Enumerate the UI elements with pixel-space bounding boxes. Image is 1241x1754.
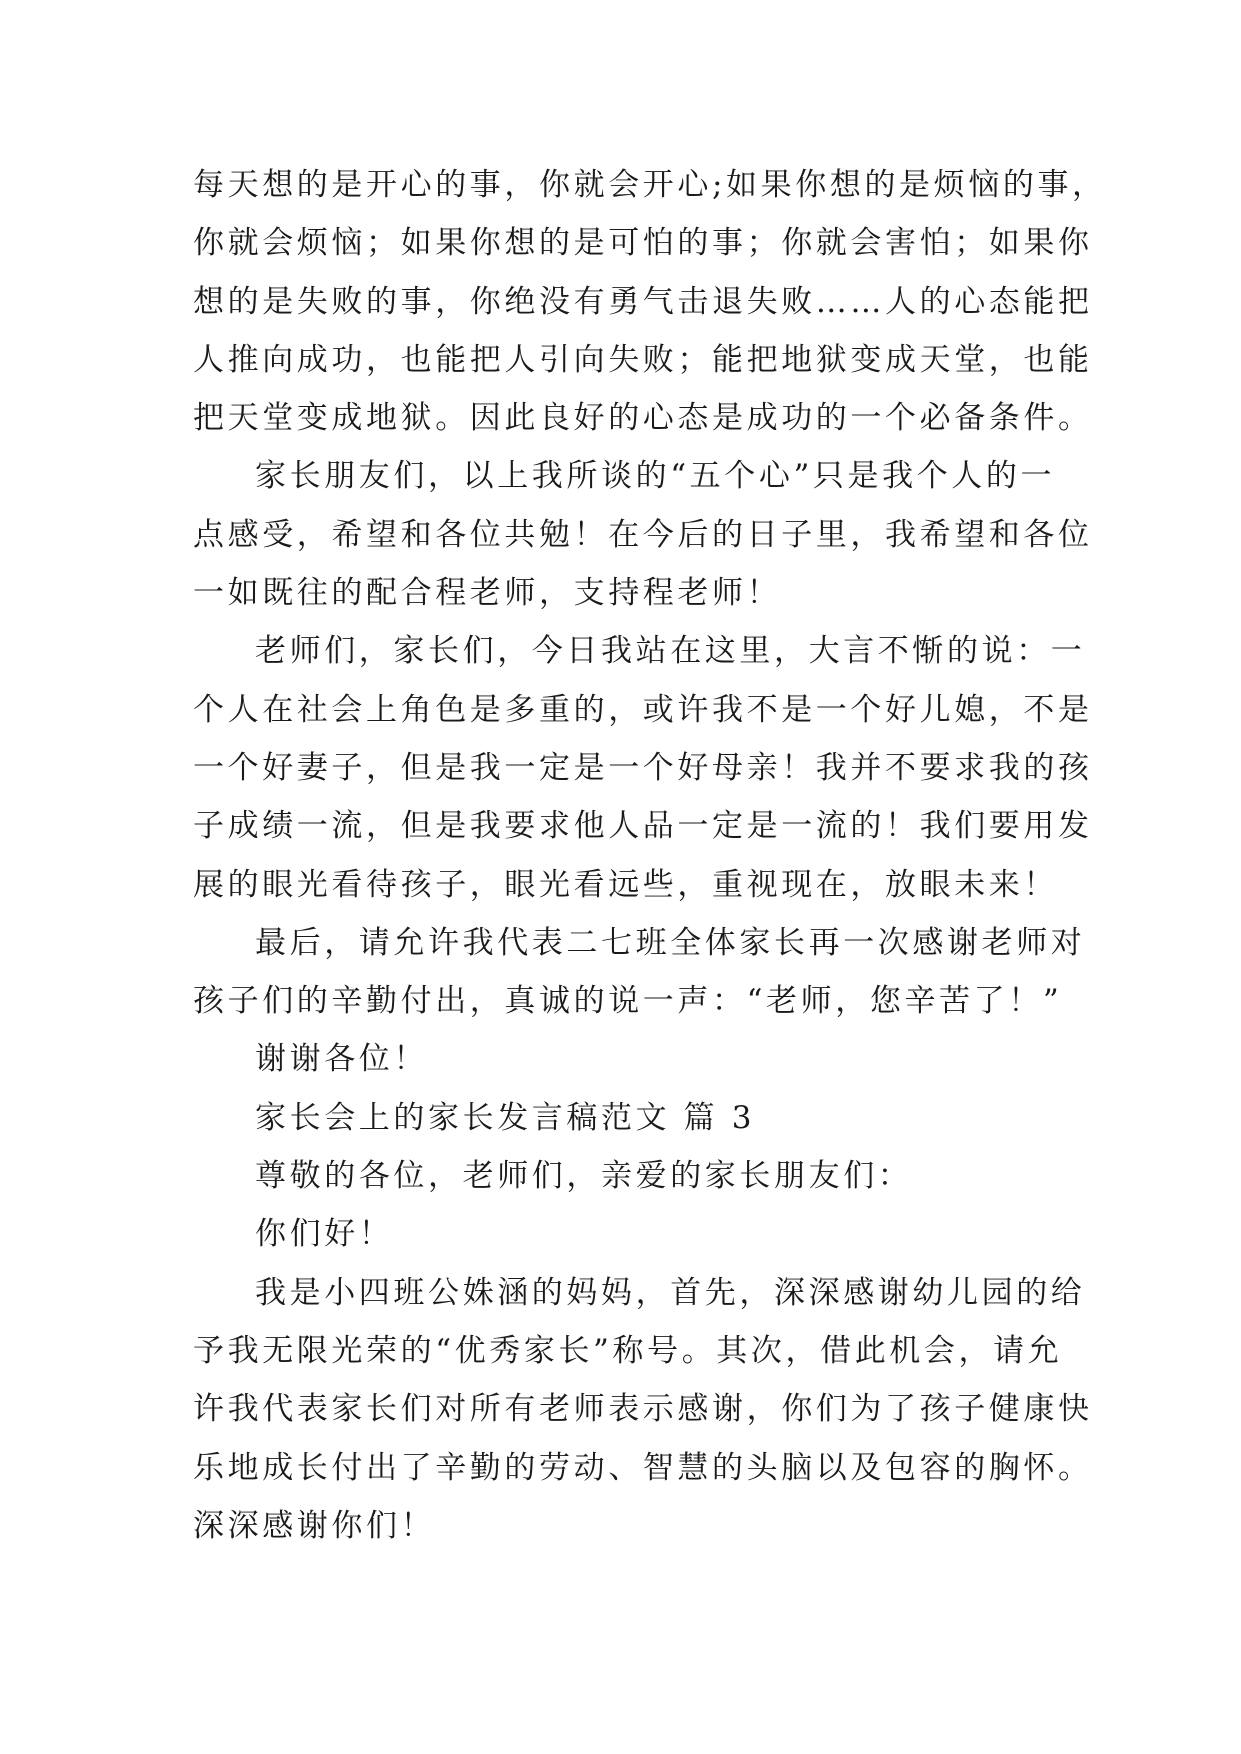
paragraph-thank-you (193, 1030, 1063, 1088)
text-line: 点感受，希望和各位共勉！在今后的日子里，我希望和各位 (193, 516, 1093, 553)
text-line: 人推向成功，也能把人引向失败；能把地狱变成天堂，也能 (193, 341, 1093, 378)
paragraph-mindset (193, 156, 1107, 447)
text-line: 你就会烦恼；如果你想的是可怕的事；你就会害怕；如果你 (193, 225, 1093, 262)
paragraph-salutation (193, 1147, 1063, 1205)
text-line: 把天堂变成地狱。因此良好的心态是成功的一个必备条件。 (193, 400, 1093, 437)
paragraph-introduction (193, 1264, 1093, 1555)
paragraph-thanks-teachers (193, 914, 1086, 1031)
text-line: 展的眼光看待孩子，眼光看远些，重视现在，放眼未来！ (193, 866, 1058, 903)
text-line: 每天想的是开心的事，你就会开心;如果你想的是烦恼的事， (193, 167, 1107, 203)
text-line: 一个好妻子，但是我一定是一个好母亲！我并不要求我的孩 (193, 749, 1093, 786)
section-heading (193, 1089, 1063, 1147)
section-title: 家长会上的家长发言稿范文 篇 3 (255, 1099, 756, 1136)
paragraph-five-hearts (193, 447, 1093, 622)
text-line: 家长朋友们，以上我所谈的“五个心”只是我个人的一 (255, 458, 1056, 495)
document-body (193, 156, 1107, 1555)
text-line: 孩子们的辛勤付出，真诚的说一声：“老师，您辛苦了！” (193, 983, 1063, 1020)
text-line: 一如既往的配合程老师，支持程老师！ (193, 575, 782, 612)
text-line: 谢谢各位！ (255, 1041, 428, 1078)
text-line: 许我代表家长们对所有老师表示感谢，你们为了孩子健康快 (193, 1391, 1093, 1428)
text-line: 我是小四班公姝涵的妈妈，首先，深深感谢幼儿园的给 (255, 1274, 1086, 1311)
text-line: 乐地成长付出了辛勤的劳动、智慧的头脑以及包容的胸怀。 (193, 1449, 1093, 1486)
text-line: 予我无限光荣的“优秀家长”称号。其次，借此机会，请允 (193, 1332, 1063, 1369)
text-line: 你们好！ (255, 1216, 394, 1253)
text-line: 尊敬的各位，老师们，亲爱的家长朋友们： (255, 1158, 913, 1195)
paragraph-greeting (193, 1205, 1063, 1263)
text-line: 子成绩一流，但是我要求他人品一定是一流的！我们要用发 (193, 808, 1093, 845)
text-line: 深深感谢你们！ (193, 1507, 436, 1544)
text-line: 个人在社会上角色是多重的，或许我不是一个好儿媳，不是 (193, 691, 1093, 728)
paragraph-good-mother (193, 622, 1093, 913)
text-line: 想的是失败的事，你绝没有勇气击退失败……人的心态能把 (193, 283, 1093, 320)
text-line: 最后，请允许我代表二七班全体家长再一次感谢老师对 (255, 924, 1086, 961)
text-line: 老师们，家长们，今日我站在这里，大言不惭的说：一 (255, 633, 1086, 670)
